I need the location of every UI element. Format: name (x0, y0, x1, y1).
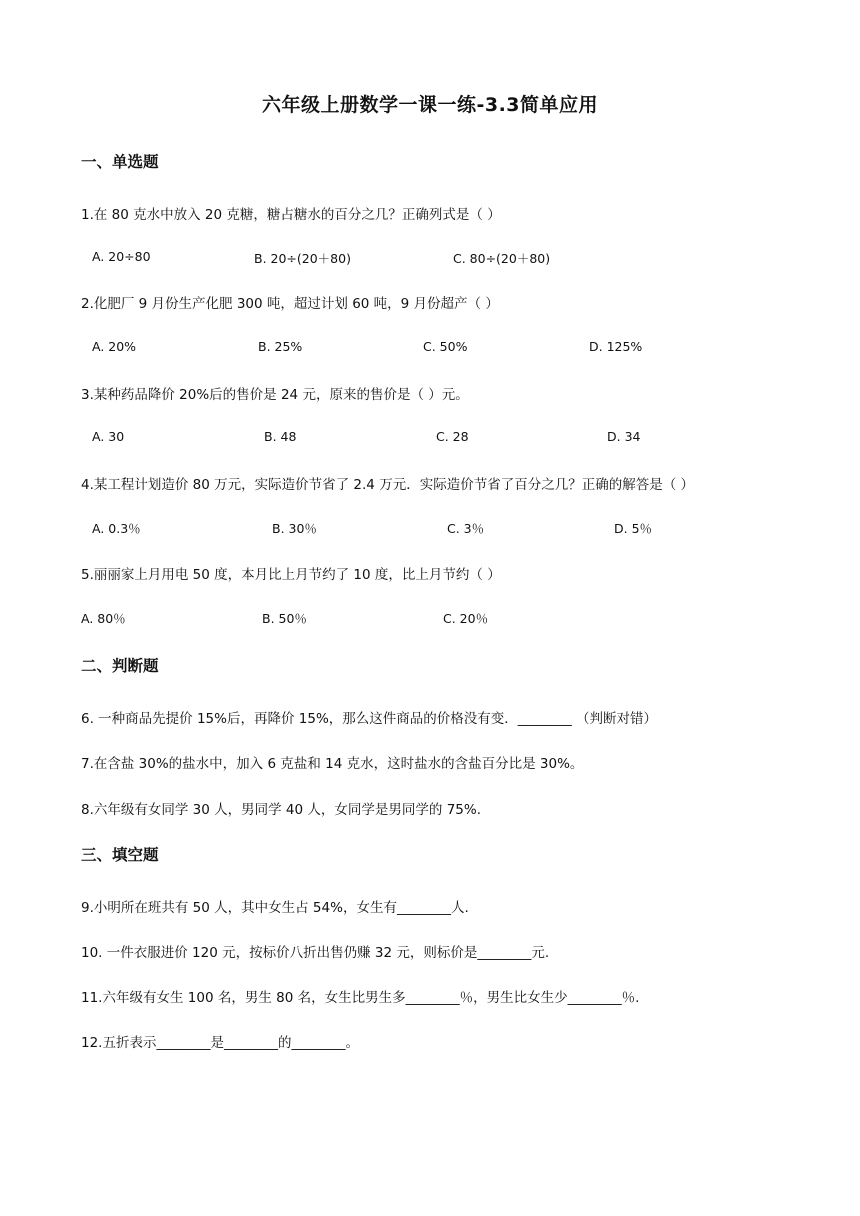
question-5-option-b: B. 50％ (262, 611, 307, 626)
question-2-option-d: D. 125% (589, 339, 643, 354)
question-3: 3.某种药品降价 20%后的售价是 24 元，原来的售价是（ ）元。 (81, 387, 469, 403)
question-1-options (92, 249, 792, 267)
question-2-options (92, 339, 792, 357)
question-1-option-b: B. 20÷(20＋80) (254, 251, 351, 266)
question-3-option-a: A. 30 (92, 429, 125, 444)
question-4-option-a: A. 0.3％ (92, 521, 141, 536)
question-12: 12.五折表示________是________的________。 (81, 1035, 359, 1051)
question-5-option-c: C. 20％ (443, 611, 489, 626)
question-6: 6. 一种商品先提价 15%后，再降价 15%，那么这件商品的价格没有变．________ （判断对错） (81, 711, 658, 727)
page-title: 六年级上册数学一课一练-3.3简单应用 (261, 94, 599, 116)
question-2-option-b: B. 25% (258, 339, 303, 354)
question-3-option-b: B. 48 (264, 429, 297, 444)
question-9: 9.小明所在班共有 50 人，其中女生占 54%，女生有________人. (81, 900, 469, 916)
question-4-option-d: D. 5％ (614, 521, 653, 536)
question-1-option-a: A. 20÷80 (92, 249, 151, 264)
question-4-option-b: B. 30％ (272, 521, 317, 536)
question-4: 4.某工程计划造价 80 万元，实际造价节省了 2.4 万元．实际造价节省了百分之几？正确的解答是（ ） (81, 477, 694, 493)
question-3-option-d: D. 34 (607, 429, 641, 444)
question-1: 1.在 80 克水中放入 20 克糖，糖占糖水的百分之几？正确列式是（ ） (81, 207, 501, 223)
question-3-option-c: C. 28 (436, 429, 469, 444)
question-4-option-c: C. 3％ (447, 521, 485, 536)
question-7: 7.在含盐 30%的盐水中，加入 6 克盐和 14 克水，这时盐水的含盐百分比是 30%。 (81, 756, 584, 772)
question-11: 11.六年级有女生 100 名，男生 80 名，女生比男生多________％，男生比女生少________％. (81, 990, 640, 1006)
question-2-option-c: C. 50% (423, 339, 468, 354)
question-5-options (81, 609, 781, 627)
question-8: 8.六年级有女同学 30 人，男同学 40 人，女同学是男同学的 75%. (81, 802, 481, 818)
section-heading-true-false: 二、判断题 (81, 657, 159, 675)
section-heading-fill-in: 三、填空题 (81, 846, 159, 864)
question-4-options (92, 519, 792, 537)
question-10: 10. 一件衣服进价 120 元，按标价八折出售仍赚 32 元，则标价是________元. (81, 945, 550, 961)
section-heading-single-choice: 一、单选题 (81, 153, 159, 171)
question-3-options (92, 429, 792, 447)
question-2-option-a: A. 20% (92, 339, 137, 354)
question-2: 2.化肥厂 9 月份生产化肥 300 吨，超过计划 60 吨，9 月份超产（ ） (81, 296, 499, 312)
question-5-option-a: A. 80％ (81, 611, 126, 626)
question-5: 5.丽丽家上月用电 50 度，本月比上月节约了 10 度，比上月节约（ ） (81, 567, 501, 583)
question-1-option-c: C. 80÷(20＋80) (453, 251, 551, 266)
